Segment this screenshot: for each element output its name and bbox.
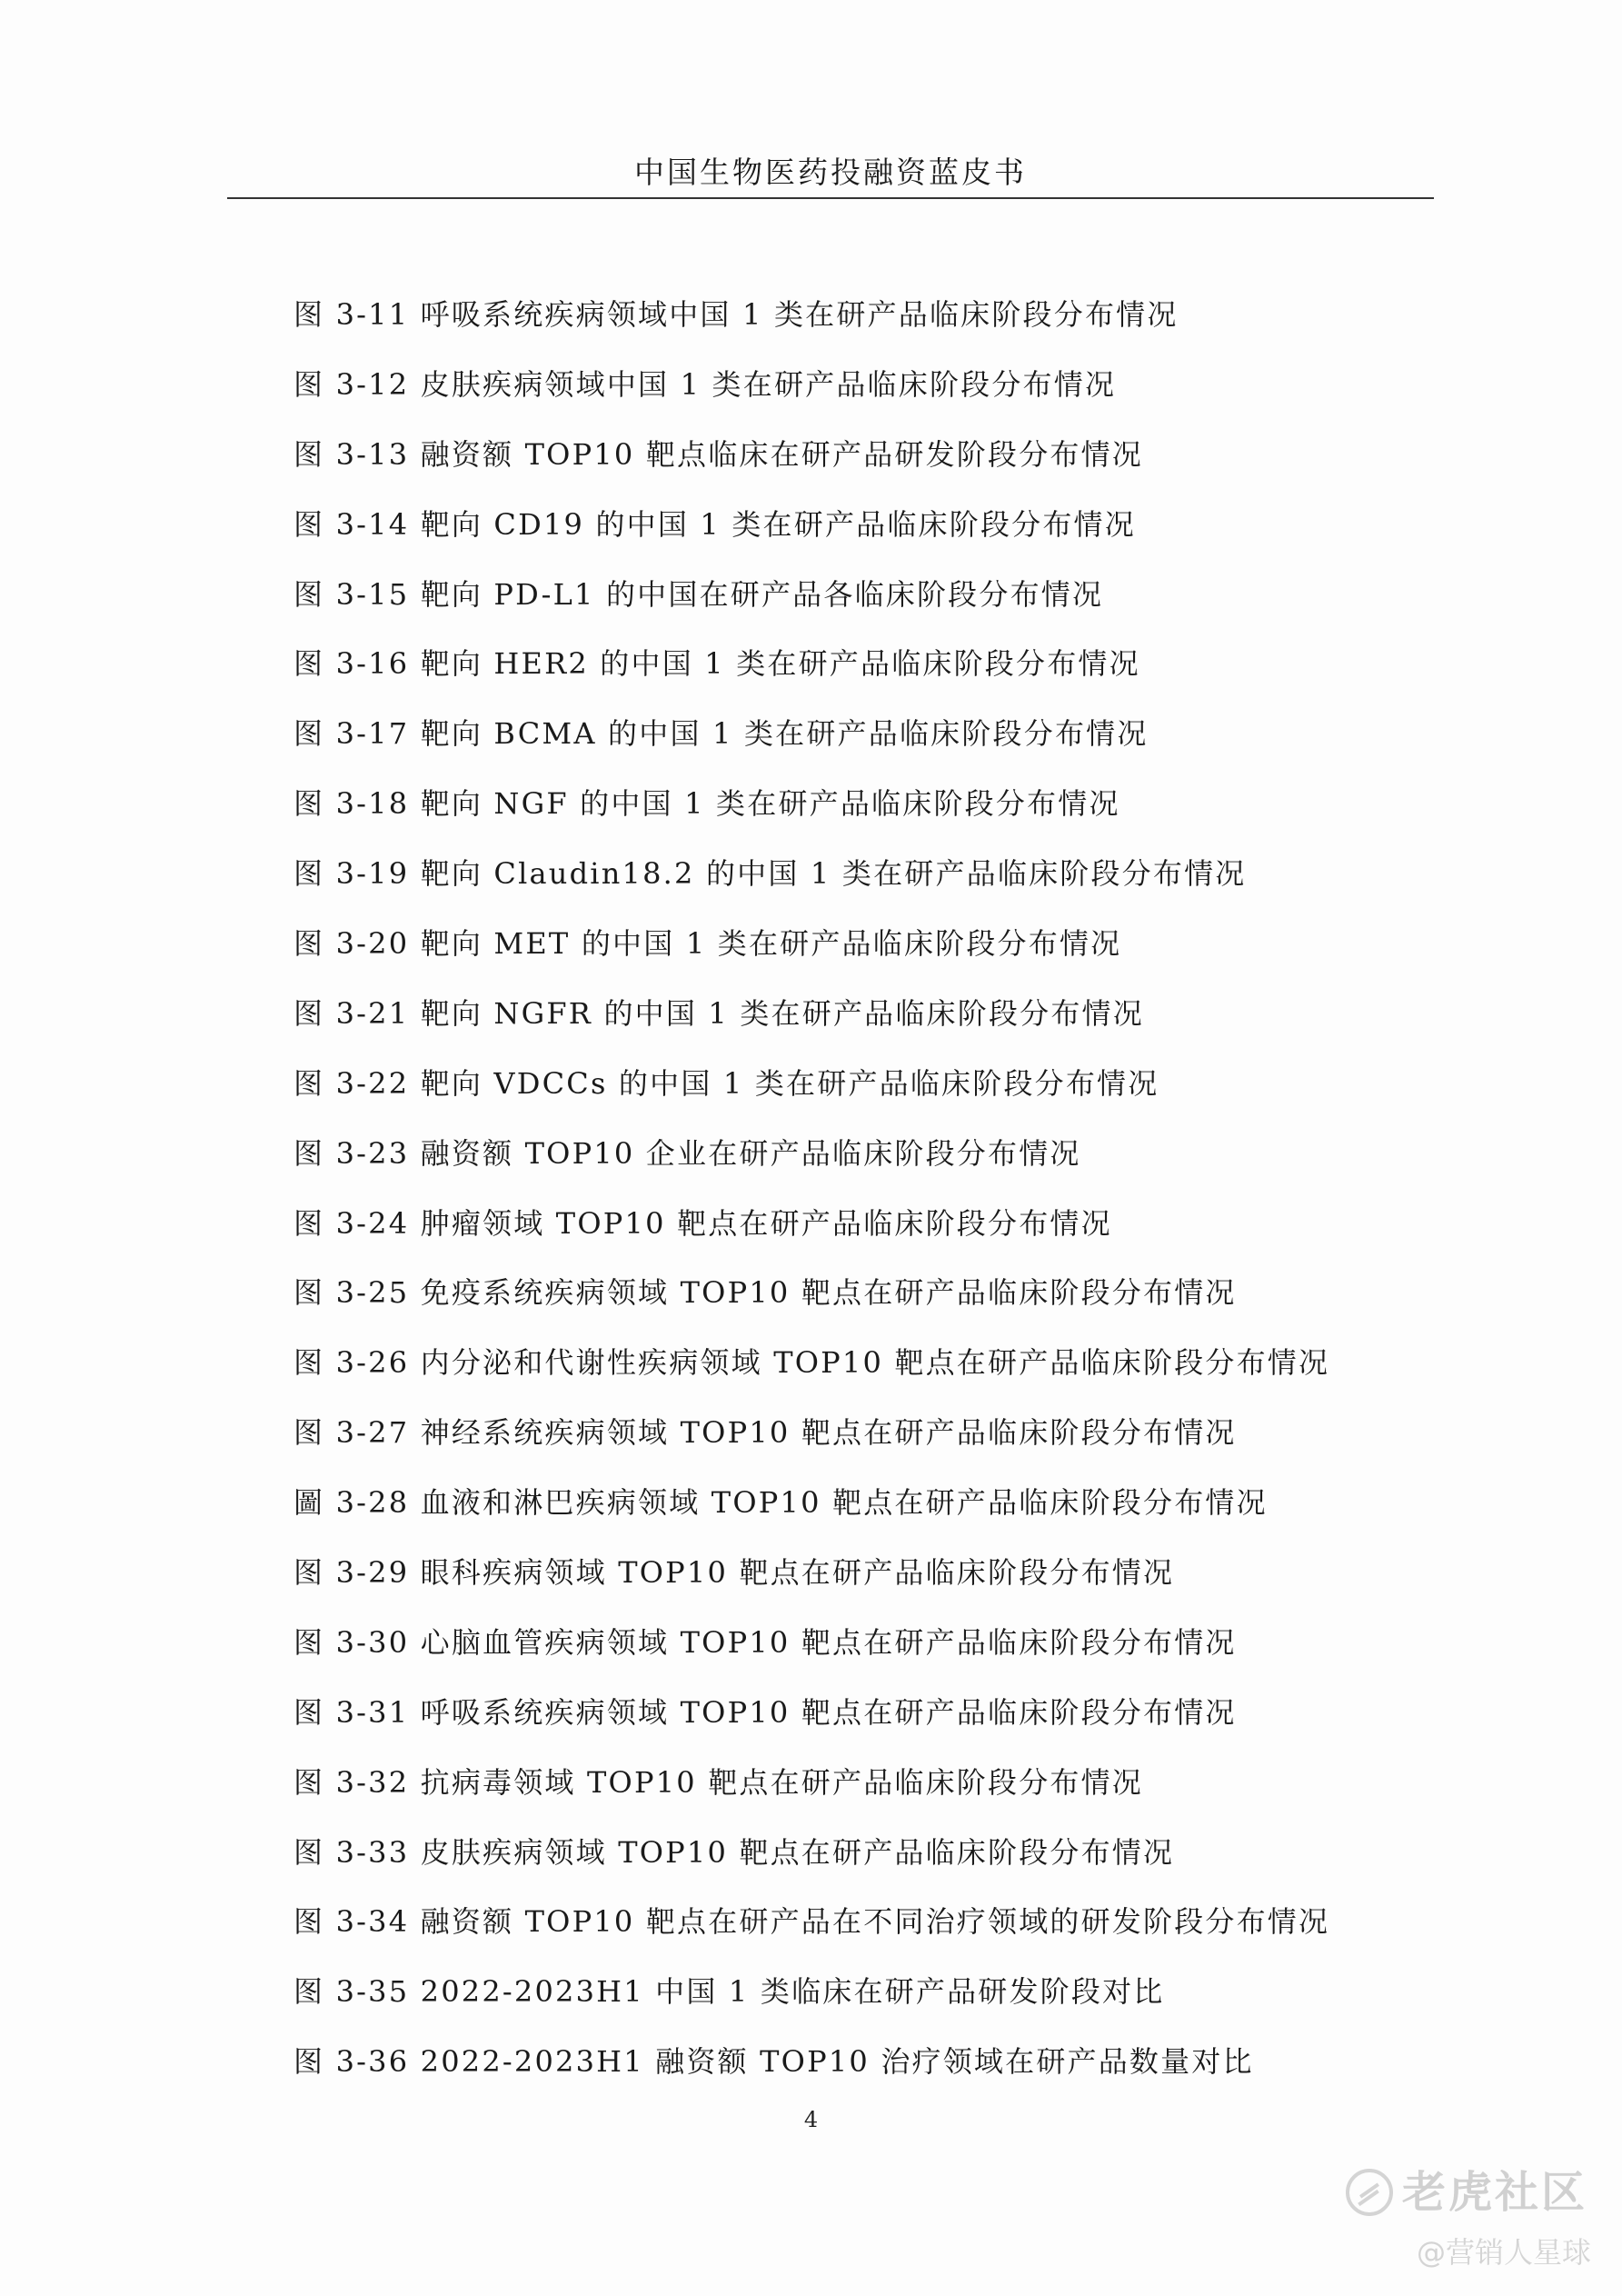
figure-list-item: 图 3-33 皮肤疾病领域 TOP10 靶点在研产品临床阶段分布情况 (294, 1834, 1175, 1870)
figure-list (294, 291, 1411, 2108)
figure-list-item: 图 3-25 免疫系统疾病领域 TOP10 靶点在研产品临床阶段分布情况 (294, 1275, 1237, 1311)
watermark-brand: 老虎社区 (1402, 2167, 1588, 2218)
figure-list-item: 图 3-11 呼吸系统疾病领域中国 1 类在研产品临床阶段分布情况 (294, 297, 1179, 332)
figure-list-item: 图 3-27 神经系统疾病领域 TOP10 靶点在研产品临床阶段分布情况 (294, 1415, 1237, 1451)
figure-list-item: 图 3-18 靶向 NGF 的中国 1 类在研产品临床阶段分布情况 (294, 786, 1120, 822)
figure-list-item: 图 3-24 肿瘤领域 TOP10 靶点在研产品临床阶段分布情况 (294, 1205, 1112, 1241)
watermark (1346, 2163, 1591, 2281)
figure-list-item: 图 3-20 靶向 MET 的中国 1 类在研产品临床阶段分布情况 (294, 926, 1122, 962)
figure-list-item: 图 3-13 融资额 TOP10 靶点临床在研产品研发阶段分布情况 (294, 436, 1144, 472)
figure-list-item: 图 3-21 靶向 NGFR 的中国 1 类在研产品临床阶段分布情况 (294, 995, 1144, 1031)
figure-list-item: 图 3-16 靶向 HER2 的中国 1 类在研产品临床阶段分布情况 (294, 646, 1140, 682)
header-divider (227, 197, 1434, 199)
figure-list-item: 图 3-36 2022-2023H1 融资额 TOP10 治疗领域在研产品数量对比 (294, 2044, 1254, 2080)
figure-list-item: 图 3-12 皮肤疾病领域中国 1 类在研产品临床阶段分布情况 (294, 366, 1117, 402)
figure-list-item: 图 3-22 靶向 VDCCs 的中国 1 类在研产品临床阶段分布情况 (294, 1065, 1159, 1101)
figure-list-item: 图 3-34 融资额 TOP10 靶点在研产品在不同治疗领域的研发阶段分布情况 (294, 1904, 1330, 1940)
figure-list-item: 图 3-26 内分泌和代谢性疾病领域 TOP10 靶点在研产品临床阶段分布情况 (294, 1345, 1330, 1381)
watermark-handle: @营销人星球 (1416, 2235, 1591, 2270)
figure-list-item: 图 3-15 靶向 PD-L1 的中国在研产品各临床阶段分布情况 (294, 576, 1104, 612)
figure-list-item: 图 3-32 抗病毒领域 TOP10 靶点在研产品临床阶段分布情况 (294, 1764, 1144, 1800)
figure-list-item: 图 3-29 眼科疾病领域 TOP10 靶点在研产品临床阶段分布情况 (294, 1555, 1175, 1591)
figure-list-item: 图 3-31 呼吸系统疾病领域 TOP10 靶点在研产品临床阶段分布情况 (294, 1694, 1237, 1730)
tiger-community-logo-icon (1346, 2169, 1393, 2216)
figure-list-item: 图 3-30 心脑血管疾病领域 TOP10 靶点在研产品临床阶段分布情况 (294, 1624, 1237, 1660)
figure-list-item: 图 3-19 靶向 Claudin18.2 的中国 1 类在研产品临床阶段分布情况 (294, 856, 1247, 892)
figure-list-item: 图 3-14 靶向 CD19 的中国 1 类在研产品临床阶段分布情况 (294, 506, 1136, 542)
header-title: 中国生物医药投融资蓝皮书 (634, 155, 1027, 190)
figure-list-item: 图 3-35 2022-2023H1 中国 1 类临床在研产品研发阶段对比 (294, 1974, 1165, 2010)
running-header (227, 150, 1434, 195)
page-number: 4 (803, 2107, 819, 2132)
figure-list-item: 图 3-23 融资额 TOP10 企业在研产品临床阶段分布情况 (294, 1135, 1081, 1171)
figure-list-item: 图 3-17 靶向 BCMA 的中国 1 类在研产品临床阶段分布情况 (294, 716, 1149, 752)
figure-list-item: 圖 3-28 血液和淋巴疾病领域 TOP10 靶点在研产品临床阶段分布情况 (294, 1485, 1268, 1521)
